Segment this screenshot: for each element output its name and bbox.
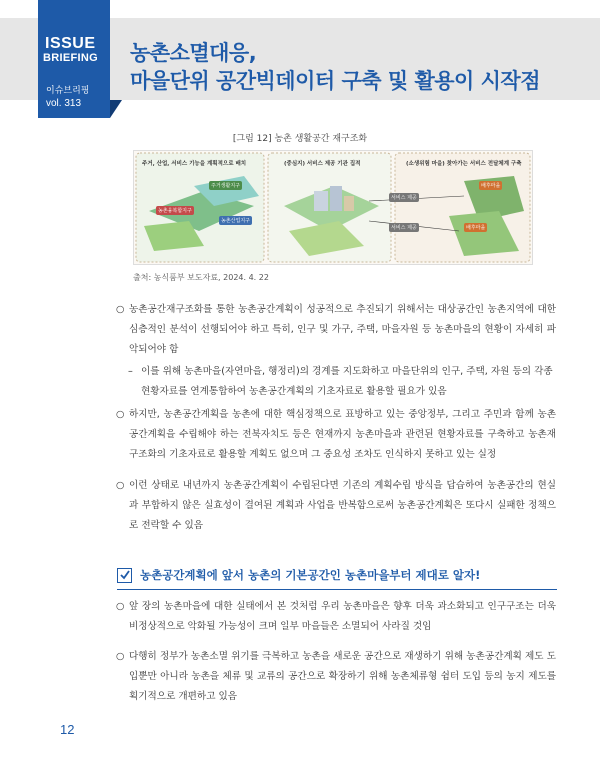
tag-residential: 주거생활지구 [211, 183, 240, 189]
bullet-circle: ○ [116, 480, 125, 491]
bullet-circle: ○ [116, 651, 125, 662]
page-title-line2: 마을단위 공간빅데이터 구축 및 활용이 시작점 [130, 69, 540, 93]
paragraph-2 [116, 405, 556, 465]
paragraph-text: 다행히 정부가 농촌소멸 위기를 극복하고 농촌을 새로운 공간으로 재생하기 위해 농촌공간계획 제도 도입뿐만 아니라 농촌을 체류 및 교류의 공간으로 확장하기 위해 농촌체류형 쉼터 도입 등의 농지 제도를 획기적으로 개편하고 있음 [129, 651, 556, 702]
badge-fold [110, 100, 122, 118]
section-title: 농촌공간계획에 앞서 농촌의 기본공간인 농촌마을부터 제대로 알자! [140, 568, 481, 582]
issue-briefing-badge [38, 0, 110, 118]
paragraph-text: 농촌공간재구조화를 통한 농촌공간계획이 성공적으로 추진되기 위해서는 대상공간인 농촌지역에 대한 심층적인 분석이 선행되어야 하고 특히, 인구 및 가구, 주택, 마을자원 등 농촌마을의 현황이 자세히 파악되어야 함 [129, 304, 556, 355]
bullet-dash: – [128, 366, 133, 377]
sub-paragraph-1 [128, 362, 556, 402]
badge-briefing: BRIEFING [43, 52, 98, 64]
figure-illustration [133, 150, 533, 265]
paragraph-5 [116, 647, 556, 707]
bullet-circle: ○ [116, 409, 125, 420]
paragraph-3 [116, 476, 556, 536]
tag-hinterland-2: 배후마을 [466, 225, 486, 231]
tag-service-1: 서비스 제공 [391, 195, 417, 201]
tag-industry: 농촌산업지구 [221, 218, 250, 224]
badge-volume: vol. 313 [46, 98, 82, 109]
badge-korean-name: 이슈브리핑 [46, 86, 90, 96]
paragraph-text: 하지만, 농촌공간계획을 농촌에 대한 핵심정책으로 표방하고 있는 중앙정부, 그리고 주민과 함께 농촌공간계획을 수립해야 하는 전북자치도 등은 현재까지 농촌마을과 관련된 현황자료를 구축하고 농촌재구조화의 기초자료로 활용할 계획도 없으며 그 중요성 조차도 인식하지 못하고 있는 실정 [129, 409, 556, 460]
bullet-circle: ○ [116, 601, 125, 612]
figure-source: 출처: 농식품부 보도자료, 2024. 4. 22 [133, 273, 269, 282]
badge-issue: ISSUE [45, 35, 96, 52]
paragraph-text: 앞 장의 농촌마을에 대한 실태에서 본 것처럼 우리 농촌마을은 향후 더욱 과소화되고 인구구조는 더욱 비정상적으로 악화될 가능성이 크며 일부 마을들은 소멸되어 사라질 것임 [129, 601, 556, 632]
panel2-label: (중심지) 서비스 제공 기관 집적 [284, 161, 361, 167]
check-icon [117, 568, 132, 583]
paragraph-text: 이를 위해 농촌마을(자연마을, 행정리)의 경계를 지도화하고 마을단위의 인구, 주택, 자원 등의 각종 현황자료를 연계통합하여 농촌공간계획의 기초자료로 활용할 필요가 있음 [141, 366, 553, 397]
panel1-label: 주거, 산업, 서비스 기능을 계획적으로 배치 [142, 161, 247, 167]
paragraph-1 [116, 300, 556, 360]
tag-hinterland-1: 배후마을 [481, 183, 501, 189]
tag-service-2: 서비스 제공 [391, 225, 417, 231]
page-number: 12 [60, 722, 75, 737]
figure-caption: [그림 12] 농촌 생활공간 재구조화 [232, 134, 368, 144]
paragraph-text: 이런 상태로 내년까지 농촌공간계획이 수립된다면 기존의 계획수립 방식을 답습하여 농촌공간의 현실과 부합하지 않은 실효성이 결여된 계획과 사업을 반복함으로써 농촌공간계획은 또다시 실패한 정책으로 전락할 수 있음 [129, 480, 556, 531]
tag-convergence: 농촌융복합지구 [158, 208, 192, 214]
page-title-line1: 농촌소멸대응, [130, 41, 257, 65]
section-divider [117, 589, 557, 590]
bullet-circle: ○ [116, 304, 125, 315]
paragraph-4 [116, 597, 556, 637]
panel3-label: (소생위험 마을) 찾아가는 서비스 전달체계 구축 [406, 161, 522, 167]
